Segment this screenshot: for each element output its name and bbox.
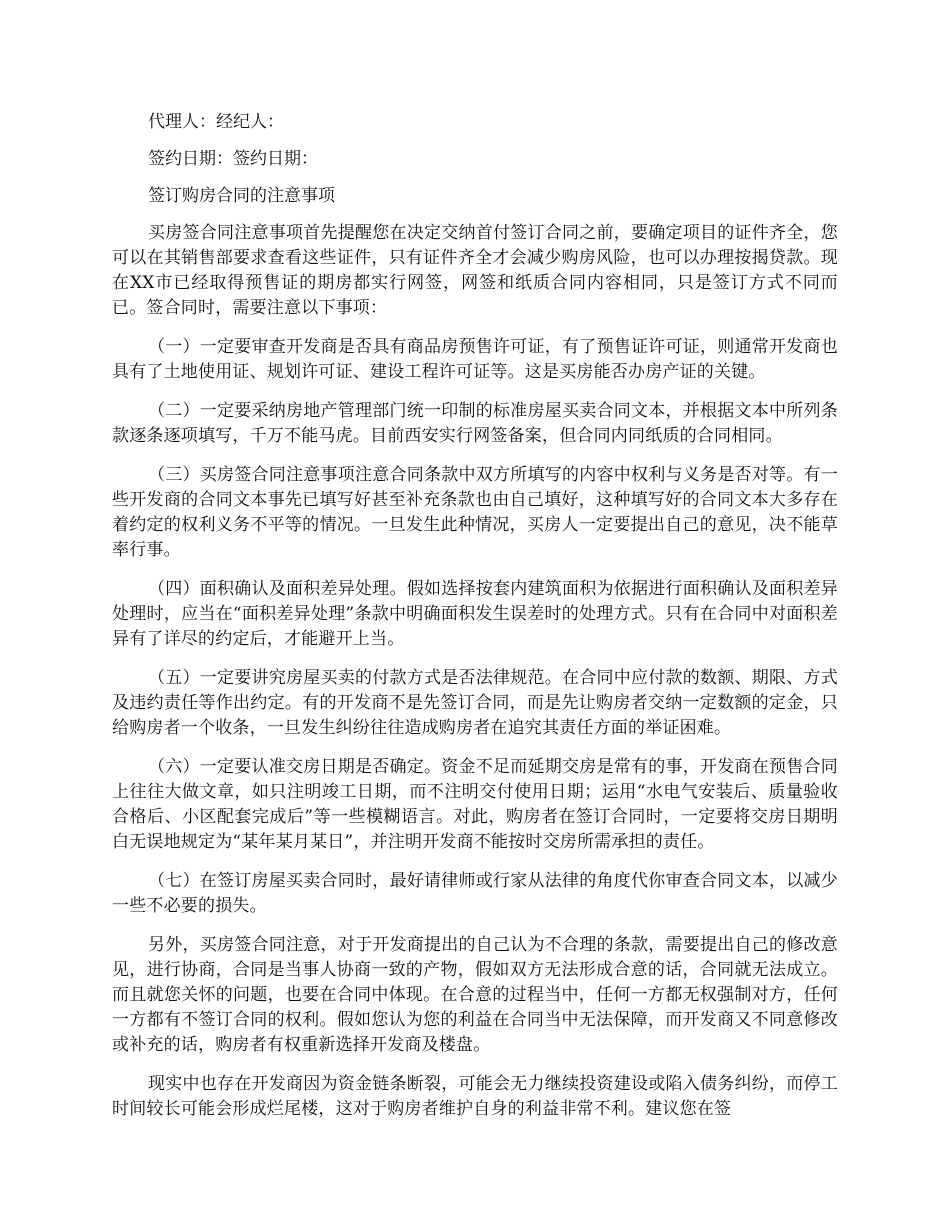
section-title: 签订购房合同的注意事项 bbox=[148, 186, 335, 206]
paragraph-item-5: （五）一定要讲究房屋买卖的付款方式是否法律规范。在合同中应付款的数额、期限、方式及违约责任等作出约定。有的开发商不是先签订合同，而是先让购房者交纳一定数额的定金，只给购房者一个收条，一旦发生纠纷往往造成购房者在追究其责任方面的举证困难。 bbox=[112, 668, 838, 738]
paragraph-additional: 另外，买房签合同注意，对于开发商提出的自己认为不合理的条款，需要提出自己的修改意见，进行协商，合同是当事人协商一致的产物，假如双方无法形成合意的话，合同就无法成立。而且就您关怀的问题，也要在合同中体现。在合意的过程当中，任何一方都无权强制对方，任何一方都有不签订合同的权利。假如您认为您的利益在合同当中无法保障，而开发商又不同意修改或补充的话，购房者有权重新选择开发商及楼盘。 bbox=[112, 935, 838, 1055]
paragraph-item-2: （二）一定要采纳房地产管理部门统一印制的标准房屋买卖合同文本，并根据文本中所列条款逐条逐项填写，千万不能马虎。目前西安实行网签备案，但合同内同纸质的合同相同。 bbox=[112, 401, 838, 446]
paragraph-intro: 买房签合同注意事项首先提醒您在决定交纳首付签订合同之前，要确定项目的证件齐全，您可以在其销售部要求查看这些证件，只有证件齐全才会减少购房风险，也可以办理按揭贷款。现在XX市已经取得预售证的期房都实行网签，网签和纸质合同内容相同，只是签订方式不同而已。签合同时，需要注意以下事项： bbox=[112, 223, 838, 318]
agent-line: 代理人：经纪人： bbox=[148, 112, 284, 132]
paragraph-item-1: （一）一定要审查开发商是否具有商品房预售许可证，有了预售证许可证，则通常开发商也具有了土地使用证、规划许可证、建设工程许可证等。这是买房能否办房产证的关键。 bbox=[112, 337, 838, 382]
paragraph-item-7: （七）在签订房屋买卖合同时，最好请律师或行家从法律的角度代你审查合同文本，以减少一些不必要的损失。 bbox=[112, 871, 838, 916]
paragraph-item-3: （三）买房签合同注意事项注意合同条款中双方所填写的内容中权利与义务是否对等。有一些开发商的合同文本事先已填写好甚至补充条款也由自己填好，这种填写好的合同文本大多存在着约定的权利义务不平等的情况。一旦发生此种情况，买房人一定要提出自己的意见，决不能草率行事。 bbox=[112, 465, 838, 560]
paragraph-item-6: （六）一定要认准交房日期是否确定。资金不足而延期交房是常有的事，开发商在预售合同上往往大做文章，如只注明竣工日期，而不注明交付使用日期；运用“水电气安装后、质量验收合格后、小区配套完成后”等一些模糊语言。对此，购房者在签订合同时，一定要将交房日期明白无误地规定为“某年某月某日”，并注明开发商不能按时交房所需承担的责任。 bbox=[112, 757, 838, 852]
paragraph-item-4: （四）面积确认及面积差异处理。假如选择按套内建筑面积为依据进行面积确认及面积差异处理时，应当在“面积差异处理”条款中明确面积发生误差时的处理方式。只有在合同中对面积差异有了详尽的约定后，才能避开上当。 bbox=[112, 579, 838, 649]
signing-date-line: 签约日期：签约日期： bbox=[148, 149, 318, 169]
paragraph-reality: 现实中也存在开发商因为资金链条断裂，可能会无力继续投资建设或陷入债务纠纷，而停工时间较长可能会形成烂尾楼，这对于购房者维护自身的利益非常不利。建议您在签 bbox=[112, 1074, 838, 1119]
